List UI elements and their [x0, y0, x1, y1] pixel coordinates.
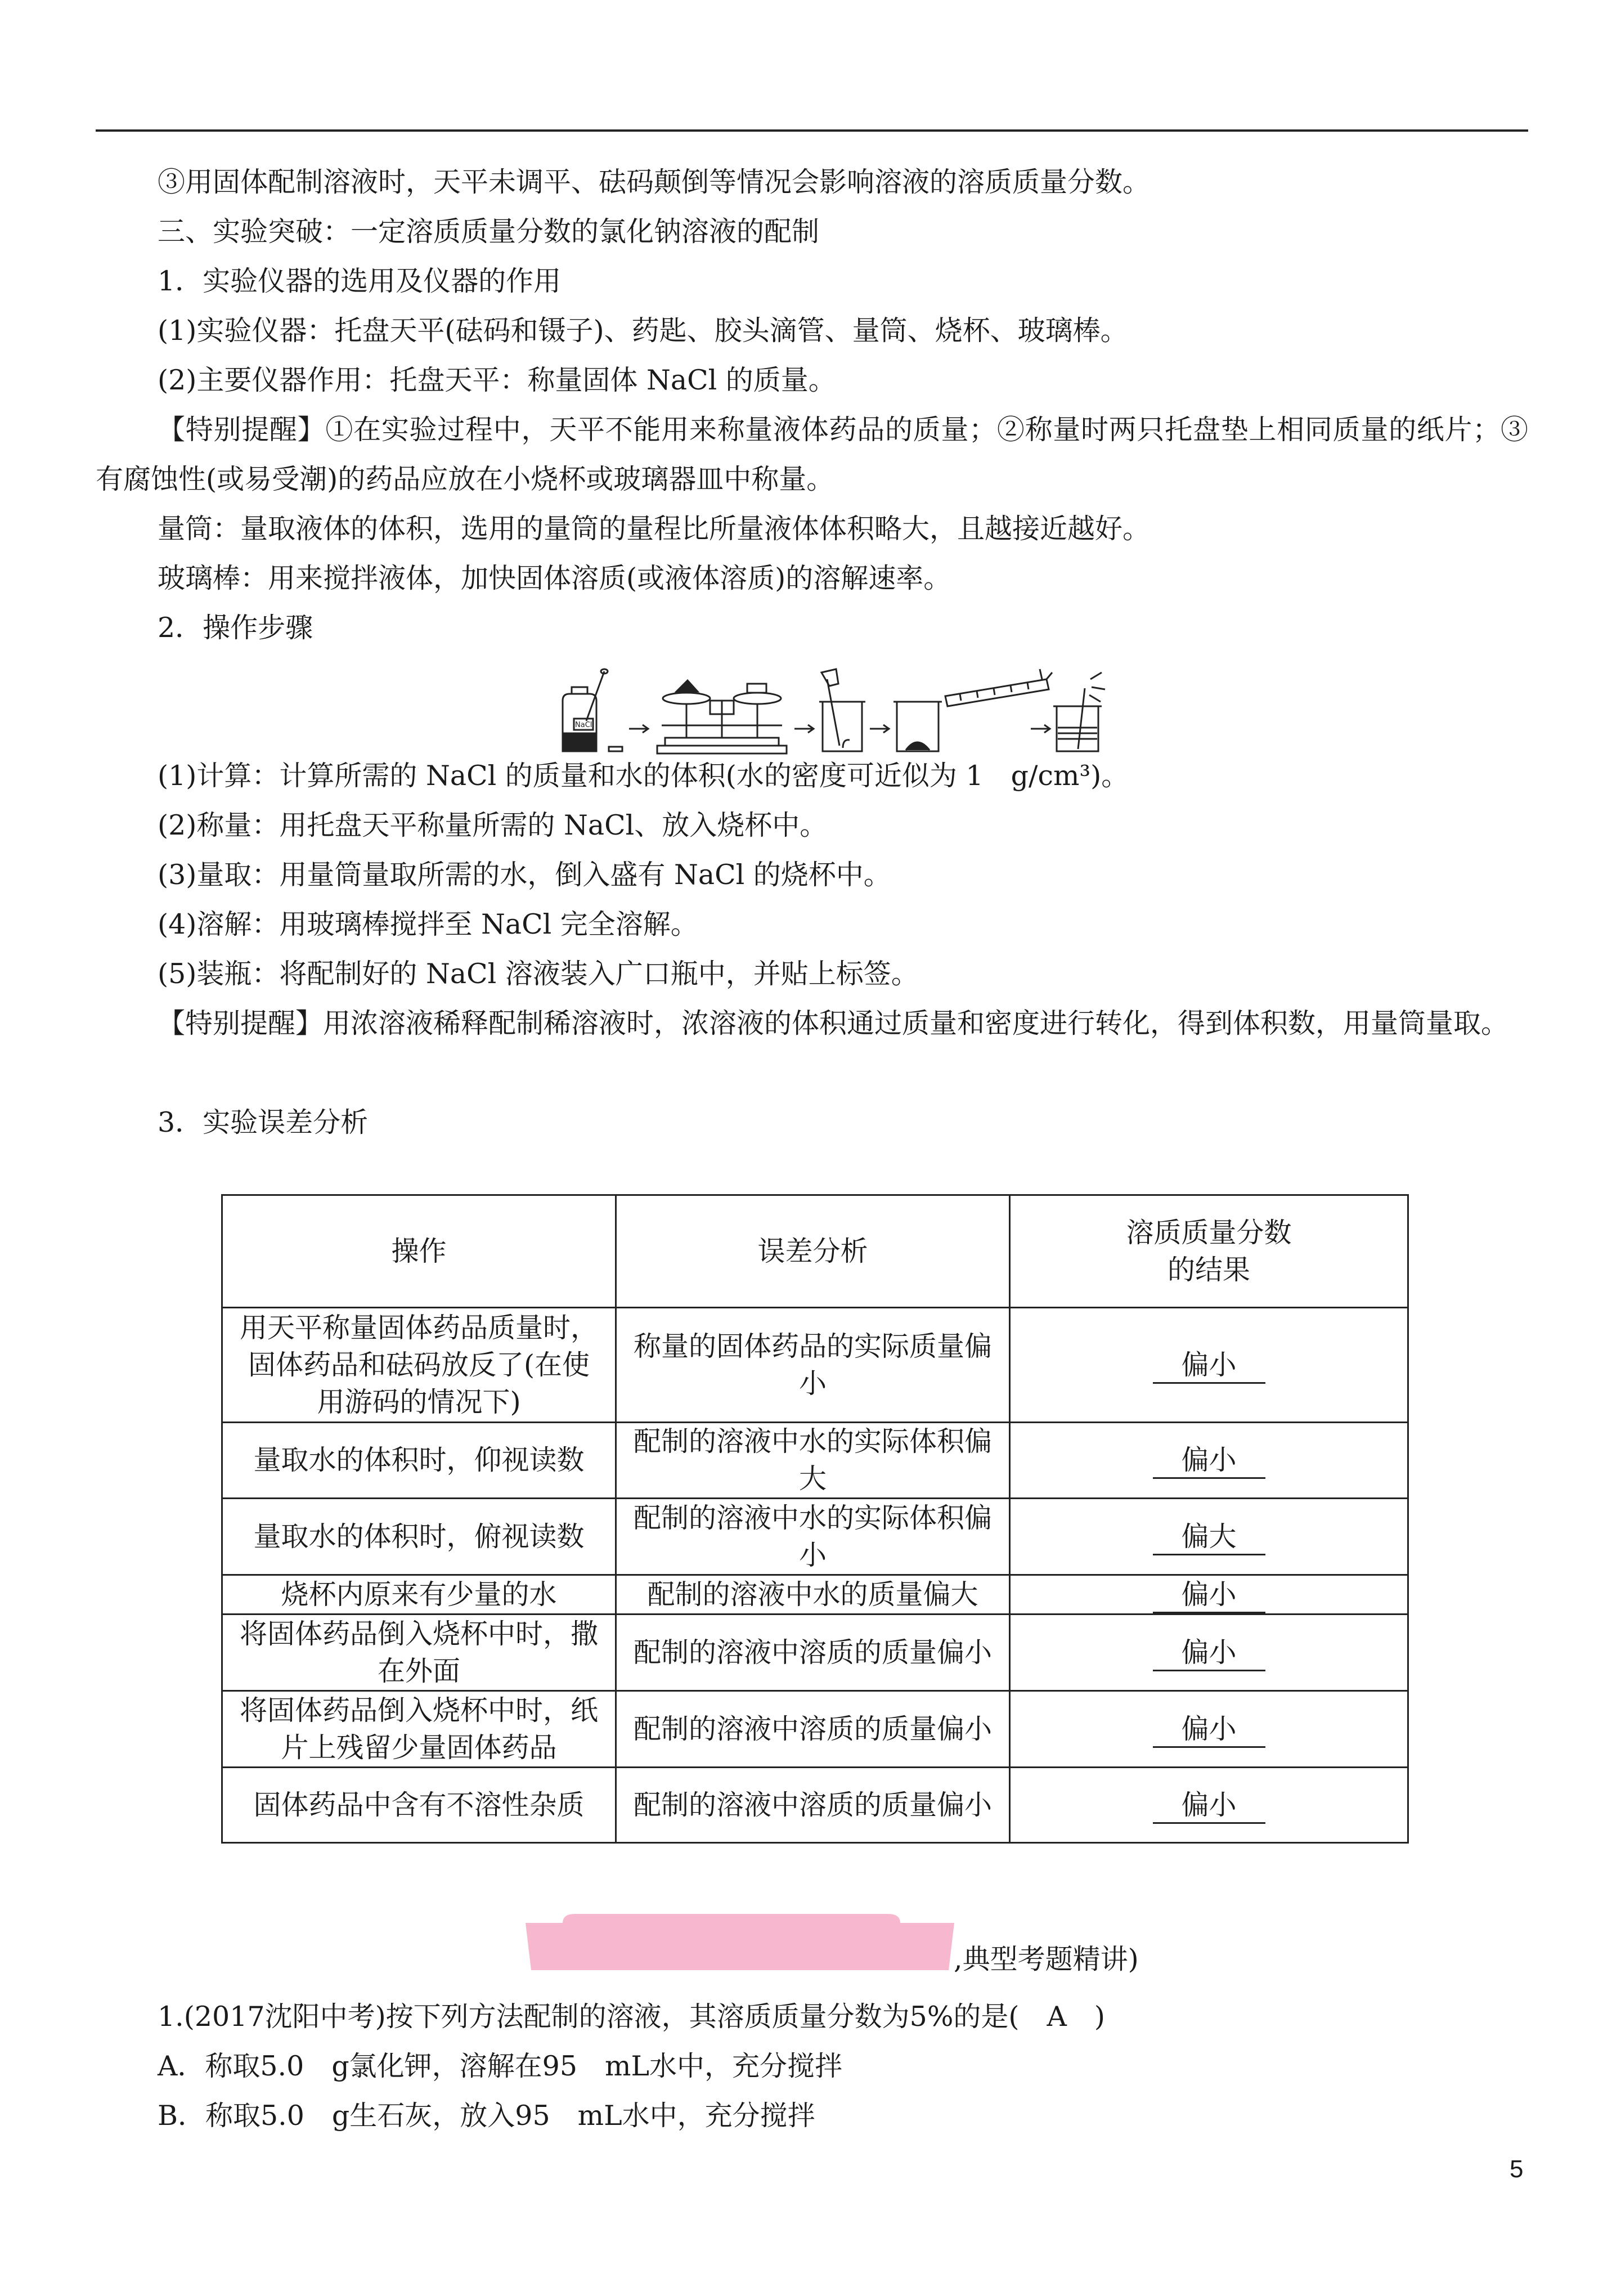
table-row	[222, 1308, 1408, 1423]
analysis-cell: 配制的溶液中溶质的质量偏小	[616, 1768, 1010, 1843]
section-banner	[523, 1911, 957, 1972]
text-line: 玻璃棒：用来搅拌液体，加快固体溶质(或液体溶质)的溶解速率。	[158, 562, 951, 594]
operation-cell: 用天平称量固体药品质量时，固体药品和砝码放反了(在使用游码的情况下)	[222, 1308, 616, 1423]
table-row	[222, 1691, 1408, 1768]
error-analysis-table	[221, 1194, 1409, 1844]
result-answer: 偏小	[1153, 1788, 1265, 1824]
analysis-cell: 称量的固体药品的实际质量偏小	[616, 1308, 1010, 1423]
analysis-cell: 配制的溶液中水的实际体积偏大	[616, 1423, 1010, 1499]
balance-icon	[657, 680, 787, 754]
operation-cell: 将固体药品倒入烧杯中时，纸片上残留少量固体药品	[222, 1691, 616, 1768]
result-answer: 偏小	[1153, 1636, 1265, 1671]
special-reminder: 【特别提醒】用浓溶液稀释配制稀溶液时，浓溶液的体积通过质量和密度进行转化，得到体积数，用量筒量取。	[158, 1007, 1509, 1039]
result-answer: 偏大	[1153, 1520, 1265, 1555]
table-row	[222, 1768, 1408, 1843]
text-line: 量筒：量取液体的体积，选用的量筒的量程比所量液体体积略大，且越接近越好。	[158, 513, 1151, 545]
table-row	[222, 1499, 1408, 1575]
result-answer: 偏小	[1153, 1348, 1265, 1384]
option-b: B．称取5.0 g生石灰，放入95 mL水中，充分搅拌	[158, 2100, 815, 2132]
graduated-cylinder-icon	[945, 669, 1052, 706]
operation-cell: 烧杯内原来有少量的水	[222, 1575, 616, 1615]
stirring-beaker-icon	[1053, 672, 1105, 751]
analysis-cell: 配制的溶液中水的质量偏大	[616, 1575, 1010, 1615]
table-row	[222, 1615, 1408, 1691]
result-answer: 偏小	[1153, 1443, 1265, 1479]
text-line: (1)实验仪器：托盘天平(砝码和镊子)、药匙、胶头滴管、量筒、烧杯、玻璃棒。	[158, 315, 1128, 347]
result-answer: 偏小	[1153, 1712, 1265, 1748]
operation-cell: 将固体药品倒入烧杯中时，撒在外面	[222, 1615, 616, 1691]
step-weigh: (2)称量：用托盘天平称量所需的 NaCl、放入烧杯中。	[158, 809, 828, 841]
page-number: 5	[1510, 2155, 1524, 2183]
analysis-cell: 配制的溶液中水的实际体积偏小	[616, 1499, 1010, 1575]
text-line: (2)主要仪器作用：托盘天平：称量固体 NaCl 的质量。	[158, 364, 836, 396]
table-header-row	[222, 1195, 1408, 1308]
subsection-heading: 1．实验仪器的选用及仪器的作用	[158, 265, 562, 297]
text-line: ③用固体配制溶液时，天平未调平、砝码颠倒等情况会影响溶液的溶质质量分数。	[158, 166, 1151, 198]
special-reminder: 【特别提醒】①在实验过程中，天平不能用来称量液体药品的质量；②称量时两只托盘垫上相同质量的纸片；③有腐蚀性(或易受潮)的药品应放在小烧杯或玻璃器皿中称量。	[96, 414, 1528, 495]
result-cell	[1010, 1768, 1408, 1843]
operation-cell: 量取水的体积时，俯视读数	[222, 1499, 616, 1575]
result-cell	[1010, 1575, 1408, 1615]
step-calculate: (1)计算：计算所需的 NaCl 的质量和水的体积(水的密度可近似为 1 g/cm³)。	[158, 760, 1129, 792]
step-measure: (3)量取：用量筒量取所需的水，倒入盛有 NaCl 的烧杯中。	[158, 859, 891, 891]
step-dissolve: (4)溶解：用玻璃棒搅拌至 NaCl 完全溶解。	[158, 908, 698, 940]
beaker-icon	[893, 702, 942, 751]
analysis-cell: 配制的溶液中溶质的质量偏小	[616, 1615, 1010, 1691]
subsection-heading: 3．实验误差分析	[158, 1106, 369, 1138]
subsection-heading: 2．操作步骤	[158, 612, 313, 644]
result-cell	[1010, 1499, 1408, 1575]
option-a: A．称取5.0 g氯化钾，溶解在95 mL水中，充分搅拌	[158, 2050, 843, 2082]
table-header: 误差分析	[616, 1195, 1010, 1308]
result-cell	[1010, 1615, 1408, 1691]
result-answer: 偏小	[1153, 1578, 1265, 1613]
question-stem: 1.(2017沈阳中考)按下列方法配制的溶液，其溶质质量分数为5%的是( A )	[158, 2001, 1106, 2033]
result-cell	[1010, 1308, 1408, 1423]
step-bottle: (5)装瓶：将配制好的 NaCl 溶液装入广口瓶中，并贴上标签。	[158, 958, 919, 990]
svg-text:NaCl: NaCl	[575, 721, 592, 729]
table-row	[222, 1575, 1408, 1615]
analysis-cell: 配制的溶液中溶质的质量偏小	[616, 1691, 1010, 1768]
reagent-bottle-icon	[563, 669, 622, 751]
beaker-spoon-icon	[819, 669, 865, 751]
section-heading: 三、实验突破：一定溶质质量分数的氯化钠溶液的配制	[158, 216, 820, 248]
result-cell	[1010, 1423, 1408, 1499]
operation-cell: 量取水的体积时，仰视读数	[222, 1423, 616, 1499]
table-header: 溶质质量分数的结果	[1010, 1195, 1408, 1308]
table-header: 操作	[222, 1195, 616, 1308]
operation-cell: 固体药品中含有不溶性杂质	[222, 1768, 616, 1843]
result-cell	[1010, 1691, 1408, 1768]
section-banner-title: ,典型考题精讲)	[954, 1943, 1139, 1975]
table-row	[222, 1423, 1408, 1499]
header-rule	[96, 129, 1528, 132]
procedure-illustration	[557, 667, 1125, 760]
